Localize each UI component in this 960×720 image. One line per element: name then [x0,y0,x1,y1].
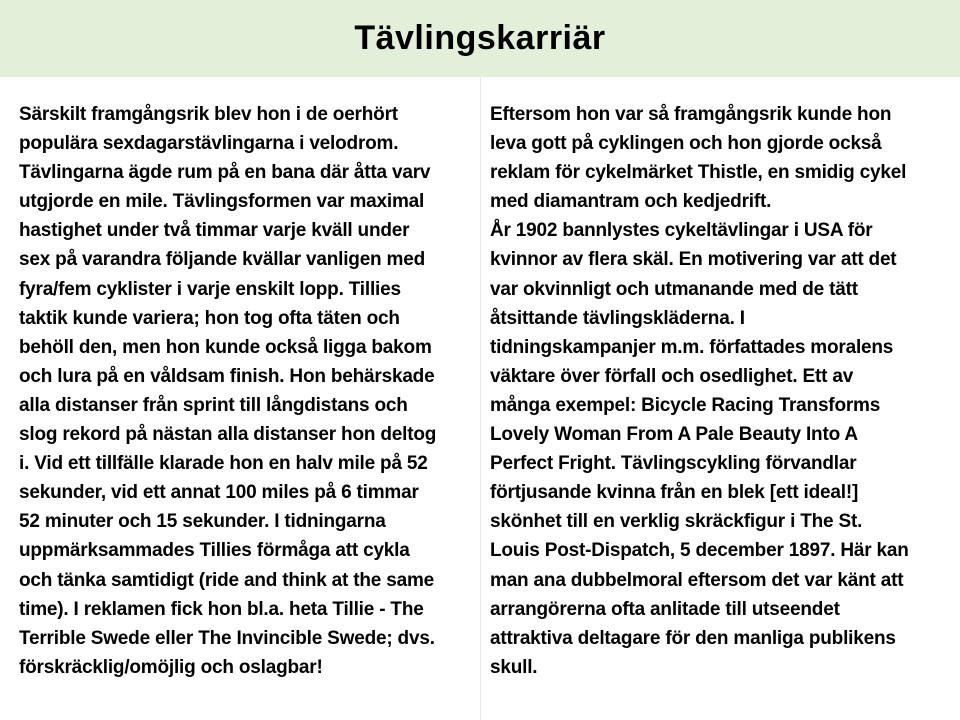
text-line: skönhet till en verklig skräckfigur i The St. [490,511,863,533]
text-line: 52 minuter och 15 sekunder. I tidningarna [19,511,386,533]
text-line: fyra/fem cyklister i varje enskilt lopp. Tillies [19,278,401,300]
text-line: time). I reklamen fick hon bl.a. heta Tillie - The [19,598,424,620]
text-line: Eftersom hon var så framgångsrik kunde hon [490,104,892,125]
text-line: arrangörerna ofta anlitade till utseendet [490,598,840,620]
text-line: kvinnor av flera skäl. En motivering var att det [490,249,897,271]
text-line: många exempel: Bicycle Racing Transforms [490,394,881,416]
text-line: skull. [490,656,538,678]
left-text-column [19,100,471,682]
text-line: väktare över förfall och osedlighet. Ett av [490,365,854,387]
text-line: uppmärksammades Tillies förmåga att cykla [19,540,410,562]
text-line: tidningskampanjer m.m. författades moralens [490,336,894,358]
text-line: sekunder, vid ett annat 100 miles på 6 timmar [19,482,419,504]
text-line: slog rekord på nästan alla distanser hon deltog [19,424,437,446]
text-line: År 1902 bannlystes cykeltävlingar i USA för [490,220,873,242]
text-line: förskräcklig/omöjlig och oslagbar! [19,656,323,678]
text-line: Terrible Swede eller The Invincible Swede; dvs. [19,627,435,649]
right-text-column [490,100,948,682]
slide-title: Tävlingskarriär [354,19,606,57]
title-band [0,0,960,77]
text-line: man ana dubbelmoral eftersom det var känt att [490,569,904,591]
text-line: förtjusande kvinna från en blek [ett ideal!] [490,482,859,504]
text-line: med diamantram och kedjedrift. [490,191,772,213]
text-line: Perfect Fright. Tävlingscykling förvandlar [490,453,857,475]
text-line: reklam för cykelmärket Thistle, en smidig cykel [490,162,907,184]
text-line: populära sexdagarstävlingarna i velodrom. [19,133,399,155]
text-line: Tävlingarna ägde rum på en bana där åtta varv [19,162,431,184]
text-line: och tänka samtidigt (ride and think at the same [19,569,435,591]
text-line: och lura på en våldsam finish. Hon behärskade [19,365,435,387]
text-line: utgjorde en mile. Tävlingsformen var maximal [19,191,425,213]
text-line: var okvinnligt och utmanande med de tätt [490,278,858,300]
column-divider [480,77,481,720]
text-line: attraktiva deltagare för den manliga publikens [490,627,896,649]
text-line: hastighet under två timmar varje kväll under [19,220,410,242]
text-line: Louis Post-Dispatch, 5 december 1897. Här kan [490,540,909,562]
text-line: Lovely Woman From A Pale Beauty Into A [490,424,858,446]
text-line: i. Vid ett tillfälle klarade hon en halv mile på 52 [19,453,428,475]
text-line: behöll den, men hon kunde också ligga bakom [19,336,432,358]
text-line: leva gott på cyklingen och hon gjorde också [490,133,882,155]
text-line: Särskilt framgångsrik blev hon i de oerhört [19,104,398,125]
text-line: taktik kunde variera; hon tog ofta täten och [19,307,400,329]
text-line: alla distanser från sprint till långdistans och [19,394,408,416]
text-line: sex på varandra följande kvällar vanligen med [19,249,426,271]
text-line: åtsittande tävlingskläderna. I [490,307,745,329]
